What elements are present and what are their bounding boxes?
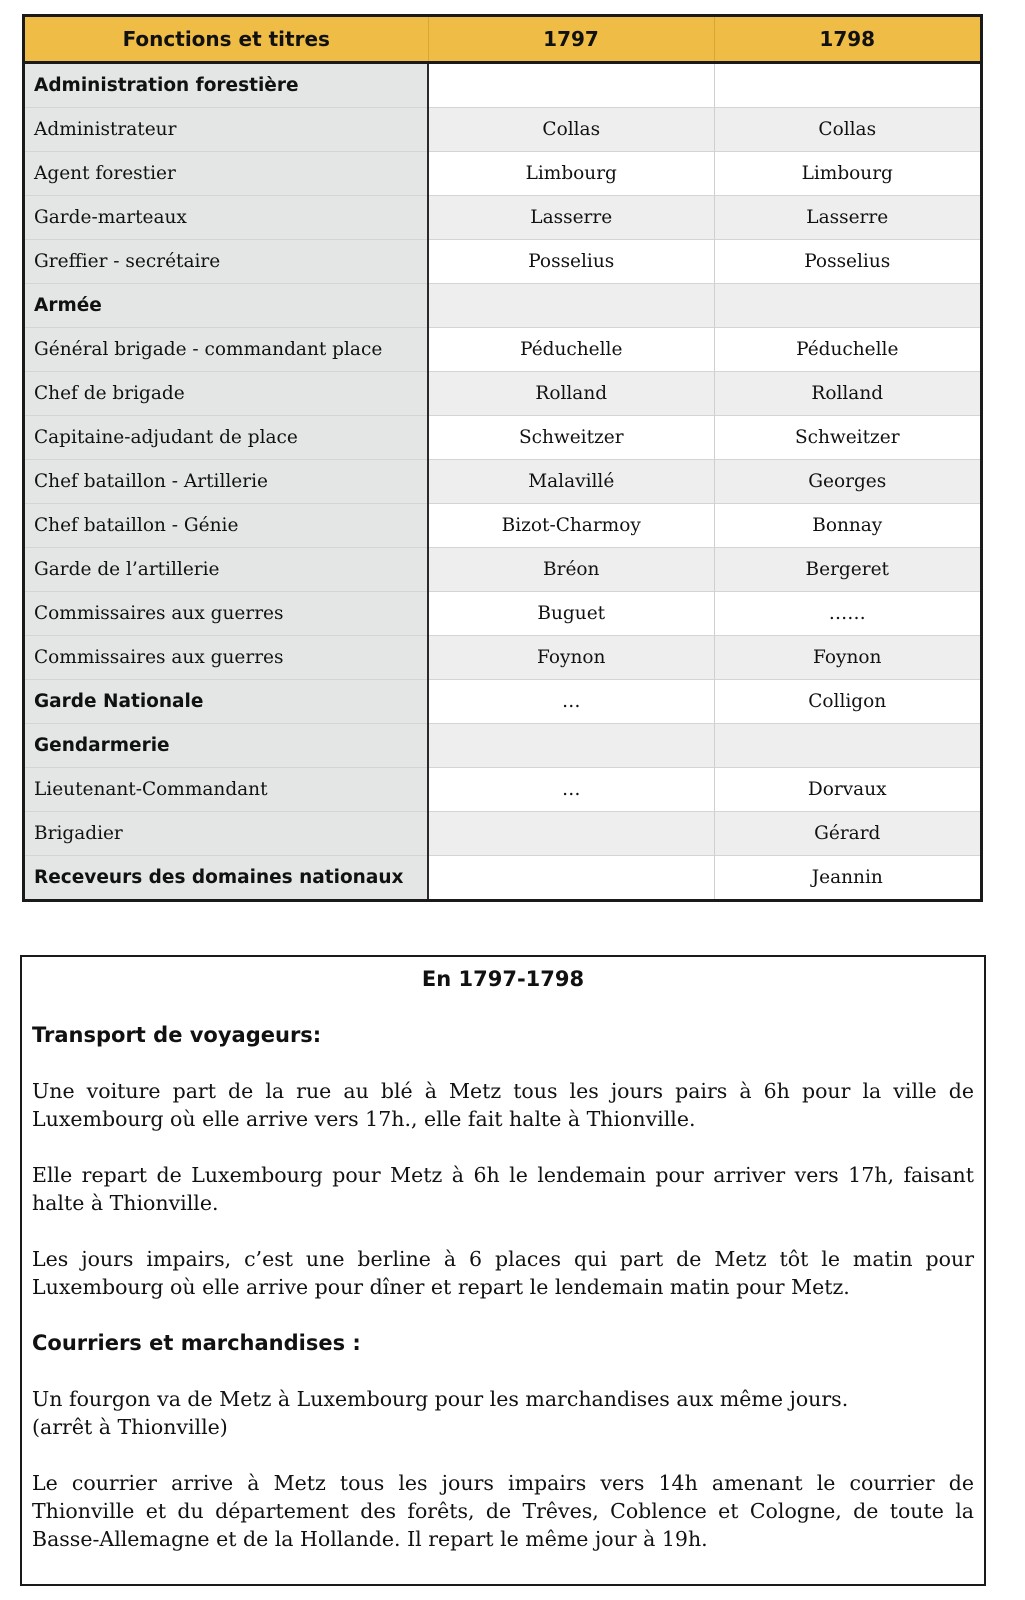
row-function-label: Chef bataillon - Génie — [25, 504, 428, 548]
transport-paragraph-2: Elle repart de Luxembourg pour Metz à 6h le lendemain pour arriver vers 17h, faisant halte à Thionville. — [32, 1163, 974, 1215]
row-value-1797: Bizot-Charmoy — [428, 504, 714, 548]
table-row — [25, 328, 980, 372]
table-row — [25, 196, 980, 240]
row-function-label: Agent forestier — [25, 152, 428, 196]
transport-paragraph-3: Les jours impairs, c’est une berline à 6 places qui part de Metz tôt le matin pour Luxembourg où elle arrive pour dîner et repart le lendemain matin pour Metz. — [32, 1247, 974, 1299]
row-function-label: Administrateur — [25, 108, 428, 152]
row-value-1797: Limbourg — [428, 152, 714, 196]
header-functions: Fonctions et titres — [25, 17, 428, 63]
table-row — [25, 724, 980, 768]
table-row — [25, 416, 980, 460]
info-box — [20, 955, 986, 1586]
table-row — [25, 592, 980, 636]
row-function-label: Capitaine-adjudant de place — [25, 416, 428, 460]
row-function-label: Greffier - secrétaire — [25, 240, 428, 284]
row-function-label: Garde de l’artillerie — [25, 548, 428, 592]
table-row — [25, 284, 980, 328]
row-function-label: Administration forestière — [25, 63, 428, 108]
row-value-1798: Péduchelle — [714, 328, 980, 372]
row-value-1797: … — [428, 680, 714, 724]
row-value-1798: …… — [714, 592, 980, 636]
row-value-1798: Dorvaux — [714, 768, 980, 812]
row-value-1798 — [714, 284, 980, 328]
row-function-label: Garde-marteaux — [25, 196, 428, 240]
table-row — [25, 372, 980, 416]
table-row — [25, 636, 980, 680]
courriers-paragraph-1 — [32, 1385, 974, 1441]
table-row — [25, 504, 980, 548]
table-row — [25, 460, 980, 504]
row-value-1797 — [428, 284, 714, 328]
row-value-1798: Foynon — [714, 636, 980, 680]
row-function-label: Garde Nationale — [25, 680, 428, 724]
row-value-1797: Collas — [428, 108, 714, 152]
row-value-1797: Foynon — [428, 636, 714, 680]
row-value-1798: Bergeret — [714, 548, 980, 592]
row-value-1798: Rolland — [714, 372, 980, 416]
row-function-label: Chef bataillon - Artillerie — [25, 460, 428, 504]
row-value-1798 — [714, 63, 980, 108]
row-value-1797: Malavillé — [428, 460, 714, 504]
table-header-row — [25, 17, 980, 63]
row-function-label: Chef de brigade — [25, 372, 428, 416]
row-value-1797: Péduchelle — [428, 328, 714, 372]
table-row — [25, 152, 980, 196]
transport-paragraph-1: Une voiture part de la rue au blé à Metz tous les jours pairs à 6h pour la ville de Luxembourg où elle arrive vers 17h., elle fait halte à Thionville. — [32, 1079, 974, 1131]
header-1797: 1797 — [428, 17, 714, 63]
row-value-1798: Gérard — [714, 812, 980, 856]
row-value-1797: Posselius — [428, 240, 714, 284]
officials-table — [22, 14, 983, 902]
row-value-1797: Bréon — [428, 548, 714, 592]
table-row — [25, 63, 980, 108]
row-value-1797: Lasserre — [428, 196, 714, 240]
row-value-1797 — [428, 812, 714, 856]
row-value-1797: Buguet — [428, 592, 714, 636]
table-row — [25, 812, 980, 856]
row-value-1798: Posselius — [714, 240, 980, 284]
row-value-1798: Jeannin — [714, 856, 980, 900]
row-function-label: Receveurs des domaines nationaux — [25, 856, 428, 900]
courriers-heading: Courriers et marchandises : — [32, 1331, 361, 1355]
row-value-1798: Limbourg — [714, 152, 980, 196]
info-box-title: En 1797-1798 — [421, 967, 585, 991]
courriers-paragraph-1-line-2: (arrêt à Thionville) — [32, 1415, 228, 1439]
row-value-1798: Schweitzer — [714, 416, 980, 460]
courriers-paragraph-1-line-1: Un fourgon va de Metz à Luxembourg pour les marchandises aux même jours. — [32, 1387, 849, 1411]
row-value-1797 — [428, 63, 714, 108]
row-function-label: Commissaires aux guerres — [25, 592, 428, 636]
row-value-1798: Bonnay — [714, 504, 980, 548]
table-row — [25, 108, 980, 152]
table-row — [25, 240, 980, 284]
row-value-1797: Schweitzer — [428, 416, 714, 460]
table-row — [25, 768, 980, 812]
table-row — [25, 548, 980, 592]
officials-table-grid — [25, 17, 980, 899]
row-value-1797 — [428, 724, 714, 768]
table-row — [25, 680, 980, 724]
header-1798: 1798 — [714, 17, 980, 63]
row-function-label: Général brigade - commandant place — [25, 328, 428, 372]
row-function-label: Lieutenant-Commandant — [25, 768, 428, 812]
row-value-1798: Lasserre — [714, 196, 980, 240]
row-value-1797: Rolland — [428, 372, 714, 416]
row-value-1798: Georges — [714, 460, 980, 504]
row-function-label: Brigadier — [25, 812, 428, 856]
row-value-1797 — [428, 856, 714, 900]
courriers-paragraph-2: Le courrier arrive à Metz tous les jours impairs vers 14h amenant le courrier de Thionville et du département des forêts, de Trêves, Coblence et Cologne, de toute la Basse-Allemagne et de la Hollande. Il repart le même jour à 19h. — [32, 1471, 974, 1551]
row-function-label: Commissaires aux guerres — [25, 636, 428, 680]
row-value-1798 — [714, 724, 980, 768]
transport-heading: Transport de voyageurs: — [32, 1023, 322, 1047]
row-function-label: Gendarmerie — [25, 724, 428, 768]
row-value-1798: Collas — [714, 108, 980, 152]
table-row — [25, 856, 980, 900]
row-value-1797: … — [428, 768, 714, 812]
row-function-label: Armée — [25, 284, 428, 328]
row-value-1798: Colligon — [714, 680, 980, 724]
table-body — [25, 63, 980, 900]
